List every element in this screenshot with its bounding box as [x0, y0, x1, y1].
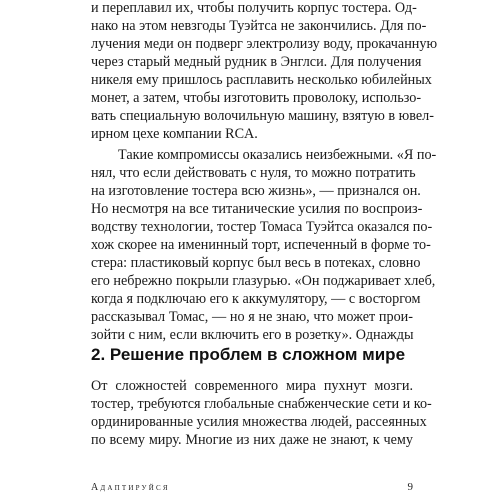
text-line: водству технологии, тостер Томаса Туэйтса оказался по-	[91, 219, 433, 235]
text-line: рассказывал Томас, — но я не знаю, что может прои-	[91, 309, 413, 325]
text-line: лучения меди он подверг электролизу воду, прокачанную	[91, 36, 438, 52]
text-line: монет, а затем, чтобы изготовить проволоку, использо-	[91, 90, 422, 106]
text-line: Но несмотря на все титанические усилия по воспроиз-	[91, 201, 423, 217]
text-line: хож скорее на именинный торт, испеченный в форме то-	[91, 237, 431, 253]
text-line: по всему миру. Многие из них даже не знают, к чему	[91, 432, 413, 448]
text-line: никеля ему пришлось расплавить несколько юбилейных	[91, 72, 432, 88]
text-line: его небрежно покрыли глазурью. «Он поджаривает хлеб,	[91, 273, 436, 289]
text-line: нако на этом невзгоды Туэйтса не закончились. Для по-	[91, 18, 427, 34]
text-line: ординированные усилия множества людей, рассеянных	[91, 414, 427, 430]
text-line: и переплавил их, чтобы получить корпус тостера. Од-	[91, 0, 417, 16]
section-heading: 2. Решение проблем в сложном мире	[91, 345, 406, 364]
text-line: через старый медный рудник в Энглси. Для получения	[91, 54, 422, 70]
text-line: вать специальную волочильную машину, взятую в ювел-	[91, 108, 434, 124]
text-line: Такие компромиссы оказались неизбежными. «Я по-	[118, 147, 437, 163]
text-line: нял, что если действовать с нуля, то можно потратить	[91, 165, 416, 181]
text-line: тостер, требуются глобальные снабженческие сети и ко-	[91, 396, 432, 412]
text-line: От сложностей современного мира пухнут мозги.	[91, 378, 413, 394]
text-line: ирном цехе компании RCA.	[91, 126, 258, 142]
page-number: 9	[407, 481, 413, 493]
text-line: стера: пластиковый корпус был весь в потеках, словно	[91, 255, 421, 271]
text-line: на изготовление тостера всю жизнь», — признался он.	[91, 183, 421, 199]
text-line: зойти с ним, если включить его в розетку». Однажды	[91, 327, 414, 343]
running-title: Адаптируйся	[91, 482, 170, 493]
text-line: когда я подключаю его к аккумулятору, — с восторгом	[91, 291, 421, 307]
